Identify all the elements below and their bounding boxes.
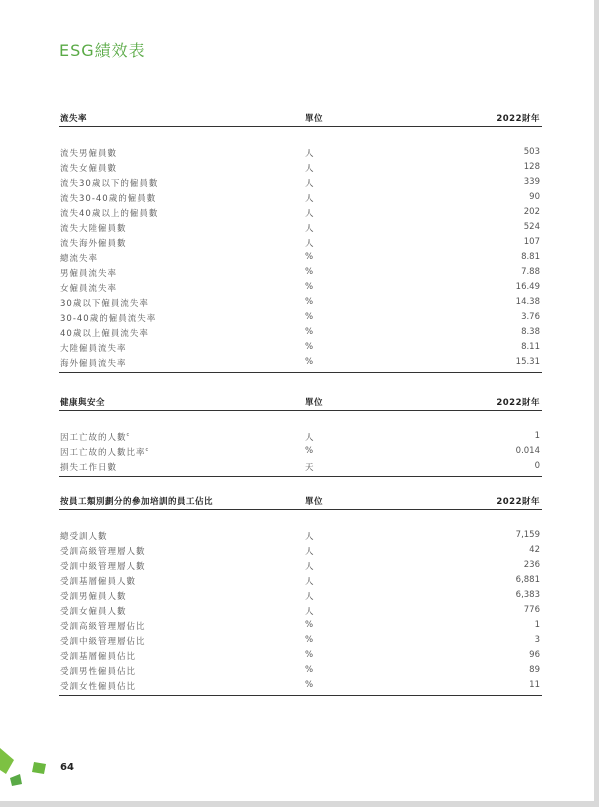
row-label (60, 282, 117, 294)
row-value: 1 (534, 620, 540, 630)
row-value: 8.81 (521, 252, 540, 262)
row-label-text: 因工亡故的人數比率 (60, 448, 146, 458)
table-body (59, 528, 542, 693)
table-row (59, 310, 542, 325)
section-header-label: 健康與安全 (60, 398, 106, 408)
row-unit: 人 (305, 239, 315, 249)
row-label-text: 損失工作日數 (60, 463, 118, 473)
table-row (59, 250, 542, 265)
row-value: 202 (523, 207, 540, 217)
section-end-rule (59, 695, 542, 696)
row-label (60, 192, 156, 204)
row-label (60, 665, 136, 677)
section-header-label: 按員工類別劃分的參加培訓的員工佔比 (60, 497, 214, 507)
table-row (59, 429, 542, 444)
footnote-marker: c (145, 447, 149, 454)
row-label (60, 635, 146, 647)
row-value: 15.31 (515, 357, 540, 367)
row-label (60, 207, 158, 219)
row-label-text: 受訓女僱員人數 (60, 607, 127, 617)
section-header (59, 106, 542, 127)
section-header-year: 2022財年 (496, 398, 540, 408)
row-label-text: 受訓中級管理層人數 (60, 562, 146, 572)
row-label-text: 受訓高級管理層人數 (60, 547, 146, 557)
table-row (59, 190, 542, 205)
table-row (59, 325, 542, 340)
page-title: ESG績效表 (59, 41, 146, 60)
section-header-unit: 單位 (305, 398, 324, 408)
section-header-label: 流失率 (60, 114, 88, 124)
row-unit: % (305, 357, 315, 367)
section-end-rule (59, 476, 542, 477)
row-label-text: 流失30-40歲的僱員數 (60, 194, 157, 204)
row-value: 503 (523, 147, 540, 157)
row-value: 0.014 (515, 446, 540, 456)
table-row (59, 528, 542, 543)
row-unit: % (305, 342, 315, 352)
row-unit: % (305, 665, 315, 675)
row-label (60, 560, 146, 572)
table-body (59, 145, 542, 370)
row-label (60, 650, 136, 662)
table-row (59, 340, 542, 355)
row-label-text: 總流失率 (60, 254, 99, 264)
table-row (59, 588, 542, 603)
row-value: 3 (534, 635, 540, 645)
table-row (59, 618, 542, 633)
row-label (60, 431, 129, 443)
section-training (59, 489, 542, 696)
table-row (59, 175, 542, 190)
row-label (60, 575, 136, 587)
table-row (59, 459, 542, 474)
row-unit: 人 (305, 577, 315, 587)
row-unit: 人 (305, 224, 315, 234)
row-value: 524 (523, 222, 540, 232)
row-label (60, 327, 149, 339)
row-value: 16.49 (515, 282, 540, 292)
row-unit: 人 (305, 433, 315, 443)
table-body (59, 429, 542, 474)
row-value: 90 (529, 192, 540, 202)
section-health-safety (59, 390, 542, 477)
row-value: 8.11 (521, 342, 540, 352)
row-label (60, 680, 136, 692)
row-value: 6,881 (515, 575, 540, 585)
row-label (60, 252, 98, 264)
table-row (59, 633, 542, 648)
row-label (60, 357, 127, 369)
row-unit: % (305, 650, 315, 660)
row-label-text: 總受訓人數 (60, 532, 108, 542)
row-label-text: 30-40歲的僱員流失率 (60, 314, 157, 324)
table-row (59, 160, 542, 175)
row-label (60, 222, 127, 234)
section-header-unit: 單位 (305, 497, 324, 507)
row-label-text: 受訓基層僱員佔比 (60, 652, 137, 662)
row-value: 96 (529, 650, 540, 660)
row-label-text: 受訓中級管理層佔比 (60, 637, 146, 647)
row-label (60, 147, 117, 159)
row-label-text: 女僱員流失率 (60, 284, 118, 294)
row-label (60, 461, 117, 473)
row-label-text: 大陸僱員流失率 (60, 344, 127, 354)
row-unit: % (305, 620, 315, 630)
row-unit: 人 (305, 194, 315, 204)
row-unit: 人 (305, 607, 315, 617)
row-label-text: 受訓女性僱員佔比 (60, 682, 137, 692)
row-value: 776 (523, 605, 540, 615)
row-label (60, 446, 148, 458)
page-edge-bottom (0, 801, 599, 807)
table-row (59, 663, 542, 678)
row-label-text: 30歲以下僱員流失率 (60, 299, 149, 309)
row-label (60, 162, 117, 174)
table-row (59, 280, 542, 295)
row-value: 6,383 (515, 590, 540, 600)
row-label-text: 流失40歲以上的僱員數 (60, 209, 159, 219)
row-label (60, 297, 149, 309)
row-value: 236 (523, 560, 540, 570)
table-row (59, 265, 542, 280)
table-row (59, 558, 542, 573)
row-label-text: 男僱員流失率 (60, 269, 118, 279)
section-header-unit: 單位 (305, 114, 324, 124)
section-header-year: 2022財年 (496, 497, 540, 507)
table-row (59, 543, 542, 558)
row-label (60, 312, 156, 324)
row-label (60, 620, 146, 632)
row-value: 3.76 (521, 312, 540, 322)
row-label (60, 267, 117, 279)
row-label-text: 因工亡故的人數 (60, 433, 127, 443)
row-unit: % (305, 252, 315, 262)
row-label (60, 177, 158, 189)
row-unit: 人 (305, 547, 315, 557)
row-label (60, 530, 108, 542)
table-row (59, 235, 542, 250)
row-unit: 人 (305, 149, 315, 159)
row-value: 14.38 (515, 297, 540, 307)
row-label-text: 流失大陸僱員數 (60, 224, 127, 234)
row-value: 128 (523, 162, 540, 172)
row-unit: % (305, 680, 315, 690)
row-value: 0 (534, 461, 540, 471)
row-unit: 人 (305, 164, 315, 174)
row-label-text: 受訓男性僱員佔比 (60, 667, 137, 677)
page-number: 64 (60, 762, 74, 773)
row-unit: % (305, 297, 315, 307)
table-row (59, 603, 542, 618)
row-label-text: 流失男僱員數 (60, 149, 118, 159)
table-row (59, 220, 542, 235)
section-turnover (59, 106, 542, 373)
row-unit: 人 (305, 532, 315, 542)
table-row (59, 573, 542, 588)
table-row (59, 145, 542, 160)
row-label (60, 545, 146, 557)
table-row (59, 678, 542, 693)
table-row (59, 295, 542, 310)
table-row (59, 444, 542, 459)
row-unit: % (305, 312, 315, 322)
section-header (59, 390, 542, 411)
row-unit: 天 (305, 463, 315, 473)
row-label-text: 海外僱員流失率 (60, 359, 127, 369)
row-label-text: 流失30歲以下的僱員數 (60, 179, 159, 189)
row-value: 7.88 (521, 267, 540, 277)
row-unit: 人 (305, 209, 315, 219)
row-value: 42 (529, 545, 540, 555)
row-label-text: 受訓男僱員人數 (60, 592, 127, 602)
row-value: 7,159 (515, 530, 540, 540)
row-label (60, 605, 127, 617)
row-value: 339 (523, 177, 540, 187)
table-row (59, 648, 542, 663)
row-unit: % (305, 635, 315, 645)
row-unit: 人 (305, 562, 315, 572)
row-label-text: 40歲以上僱員流失率 (60, 329, 149, 339)
row-label (60, 237, 127, 249)
page-edge-right (594, 0, 599, 807)
row-value: 89 (529, 665, 540, 675)
row-label (60, 342, 127, 354)
section-header (59, 489, 542, 510)
row-value: 107 (523, 237, 540, 247)
row-label-text: 受訓基層僱員人數 (60, 577, 137, 587)
row-label-text: 流失海外僱員數 (60, 239, 127, 249)
row-value: 11 (529, 680, 540, 690)
row-unit: % (305, 327, 315, 337)
section-end-rule (59, 372, 542, 373)
section-header-year: 2022財年 (496, 114, 540, 124)
row-label-text: 流失女僱員數 (60, 164, 118, 174)
row-label-text: 受訓高級管理層佔比 (60, 622, 146, 632)
row-unit: % (305, 267, 315, 277)
row-value: 8.38 (521, 327, 540, 337)
row-label (60, 590, 127, 602)
row-unit: % (305, 282, 315, 292)
table-row (59, 205, 542, 220)
row-unit: 人 (305, 179, 315, 189)
row-unit: % (305, 446, 315, 456)
table-row (59, 355, 542, 370)
row-unit: 人 (305, 592, 315, 602)
decorative-squares-icon (0, 748, 50, 788)
footnote-marker: c (126, 432, 130, 439)
row-value: 1 (534, 431, 540, 441)
